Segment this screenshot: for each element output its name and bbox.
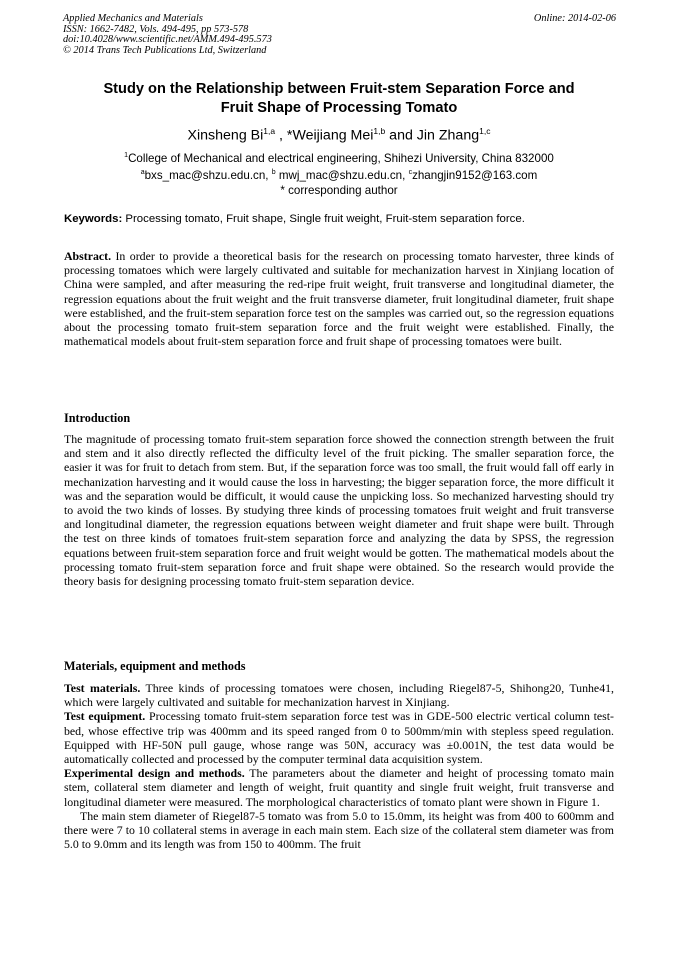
author-1: Xinsheng Bi	[187, 127, 264, 144]
main-stem-paragraph: The main stem diameter of Riegel87-5 tomato was from 5.0 to 15.0mm, its height was from 400 to 600mm and there were 7 to 10 collateral stems in average in each main stem. Each size of the collateral stem diameter was from 5.0 to 9.0mm and its length was from 150 to 400mm. The fruit	[64, 808, 614, 852]
materials-heading: Materials, equipment and methods	[64, 659, 246, 673]
design-paragraph	[64, 766, 614, 809]
author-sep-2: and	[385, 127, 417, 144]
author-2-sup: 1,b	[373, 126, 386, 136]
test-materials-label: Test materials.	[64, 681, 141, 695]
issn-line: ISSN: 1662-7482, Vols. 494-495, pp 573-578	[63, 23, 249, 35]
author-3-sup: 1,c	[479, 126, 491, 136]
journal-name: Applied Mechanics and Materials	[63, 13, 203, 24]
keywords-text: Processing tomato, Fruit shape, Single fruit weight, Fruit-stem separation force.	[122, 213, 525, 225]
doi-line: doi:10.4028/www.scientific.net/AMM.494-495.573	[63, 34, 272, 46]
paper-title	[40, 80, 638, 118]
journal-header	[63, 14, 272, 56]
test-materials-text: Three kinds of processing tomatoes were chosen, including Riegel87-5, Shihong20, Tunhe41, which were largely cultivated and suitable for mechanization harvest in Xinjiang.	[64, 681, 614, 710]
keywords-label: Keywords:	[64, 213, 123, 225]
materials-heading-block	[64, 659, 614, 673]
test-equipment-paragraph	[64, 709, 614, 766]
introduction-heading-block	[64, 411, 614, 425]
email-c-sup: c	[408, 169, 413, 177]
affiliation-sup: 1	[124, 152, 129, 159]
test-equipment-label: Test equipment.	[64, 709, 146, 724]
corresponding-author: * corresponding author	[280, 183, 398, 197]
author-sep-1: ,	[275, 127, 287, 144]
email-a-sup: a	[140, 169, 145, 177]
affiliation-text: College of Mechanical and electrical engineering, Shihezi University, China 832000	[128, 151, 554, 165]
title-line-2: Fruit Shape of Processing Tomato	[220, 100, 458, 116]
abstract	[64, 249, 614, 348]
email-line	[40, 166, 638, 183]
abstract-paragraph	[64, 249, 614, 348]
introduction-heading: Introduction	[64, 411, 131, 425]
design-label: Experimental design and methods.	[64, 766, 245, 781]
copyright-line: © 2014 Trans Tech Publications Ltd, Switzerland	[63, 44, 267, 56]
abstract-label: Abstract.	[64, 249, 112, 263]
introduction-paragraph: The magnitude of processing tomato fruit-stem separation force showed the connection strength between the fruit and stem and it also directly reflected the difficulty level of the fruit picking. The smaller separation force, the easier it was for fruit to detach from stem. But, if the separation force was too small, the fruit would fall off early in mechanization harvesting and it would cause the loss in harvesting; the bigger separation force, the more difficult it was and the separation would be difficult, it would cause the unpicking loss. So mechanized harvesting should try to avoid the two kinds of losses. By studying three kinds of processing tomatoes fruit weight and fruit transverse and longitudinal diameter, the regression equations between weight diameter and fruit shape were built. Through the test on three kinds of tomatoes fruit-stem separation force and analyzing the data by SPSS, the regression equations between fruit-stem separation force and fruit weight would be gotten. The mathematical models about the processing tomato fruit-stem separation force and fruit shape were obtained. So the research would provide the theory basis for designing processing tomato fruit-stem separation device.	[64, 432, 614, 589]
author-1-sup: 1,a	[263, 126, 276, 136]
author-list	[40, 122, 638, 145]
title-line-1: Study on the Relationship between Fruit-stem Separation Force and	[103, 81, 575, 97]
keywords	[64, 212, 616, 226]
online-date	[534, 14, 616, 25]
email-b-sup: b	[271, 169, 276, 177]
materials-body	[64, 681, 614, 851]
design-text: The parameters about the diameter and height of processing tomato main stem, collateral stem diameter and length of weight, fruit quantity and single fruit weight, fruit transverse and longitudinal diameter were measured. The morphological characteristics of tomato plant were shown in Figure 1.	[64, 766, 615, 809]
test-materials-paragraph	[64, 681, 614, 709]
email-a: bxs_mac@shzu.edu.cn,	[144, 169, 272, 183]
email-c: zhangjin9152@163.com	[412, 169, 538, 183]
affiliation-block	[40, 149, 638, 199]
email-b: mwj_mac@shzu.edu.cn,	[275, 169, 409, 183]
introduction-body	[64, 432, 614, 588]
online-date-text: Online: 2014-02-06	[533, 13, 616, 24]
author-3: Jin Zhang	[416, 127, 480, 144]
abstract-text: In order to provide a theoretical basis for the research on processing tomato harvester, three kinds of processing tomatoes which were largely cultivated and suitable for mechanization harvest in Xinjiang location of China were sampled, and after measuring the red-ripe fruit weight, fruit transverse and longitudinal diameter, the regression equations about the fruit weight and the fruit transverse diameter, fruit longitudinal diameter, fruit shape were established, and the fruit-stem separation force test on the samples was carried out, so the regression equations about the processing tomato fruit-stem separation force and the fruit weight were established. Finally, the mathematical models about fruit-stem separation force and fruit shape of processing tomatoes were built.	[64, 249, 614, 349]
author-2: *Weijiang Mei	[286, 127, 374, 144]
affiliation-line	[40, 149, 638, 166]
test-equipment-text: Processing tomato fruit-stem separation force test was in GDE-500 electric vertical column test-bed, whose effective trip was 400mm and its speed ranged from 0 to 500mm/min with stepless speed regulation. Equipped with HF-50N pull gauge, whose range was 50N, accuracy was ±0.001N, the test data would be automatically collected and processed by the computer terminal data acquisition system.	[64, 709, 614, 767]
